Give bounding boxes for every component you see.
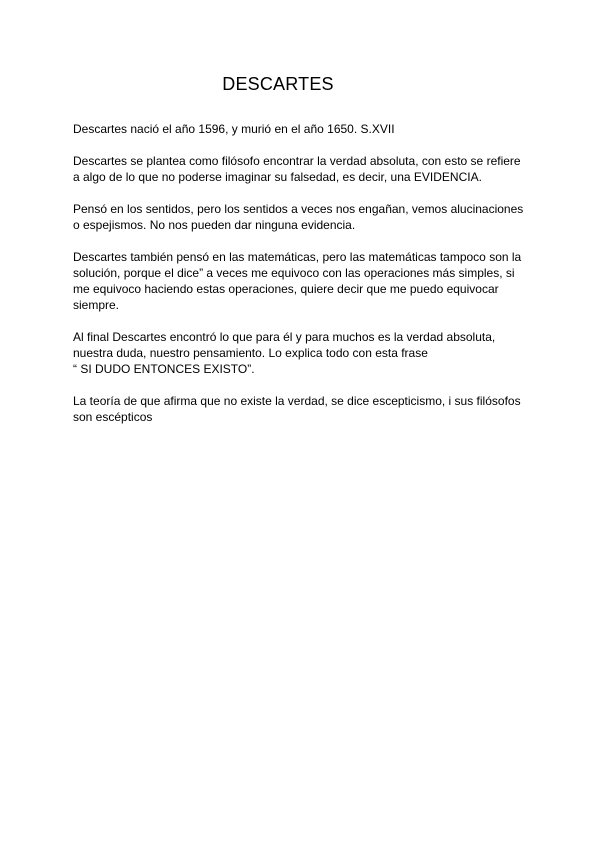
- paragraph-scepticism: La teoría de que afirma que no existe la verdad, se dice escepticismo, i sus filósofos son escépticos: [73, 394, 521, 424]
- paragraph-mathematics: Descartes también pensó en las matemáticas, pero las matemáticas tampoco son la solución, porque el dice” a veces me equivoco con las operaciones más simples, si me equivoco haciendo estas operaciones, quiere decir que me puedo equivocar siempre.: [73, 250, 522, 312]
- paragraph-absolute-truth: Descartes se plantea como filósofo encontrar la verdad absoluta, con esto se refiere a algo de lo que no poderse imaginar su falsedad, es decir, una EVIDENCIA.: [73, 154, 521, 184]
- paragraph-senses: Pensó en los sentidos, pero los sentidos a veces nos engañan, vemos alucinaciones o espejismos. No nos pueden dar ninguna evidencia.: [73, 202, 524, 232]
- paragraph-birth-death: Descartes nació el año 1596, y murió en el año 1650. S.XVII: [73, 122, 395, 136]
- document-body: [73, 121, 543, 441]
- paragraph-conclusion: Al final Descartes encontró lo que para él y para muchos es la verdad absoluta, nuestra duda, nuestro pensamiento. Lo explica todo con esta frase “ SI DUDO ENTONCES EXISTO”.: [73, 330, 496, 376]
- document-title: DESCARTES: [222, 74, 334, 94]
